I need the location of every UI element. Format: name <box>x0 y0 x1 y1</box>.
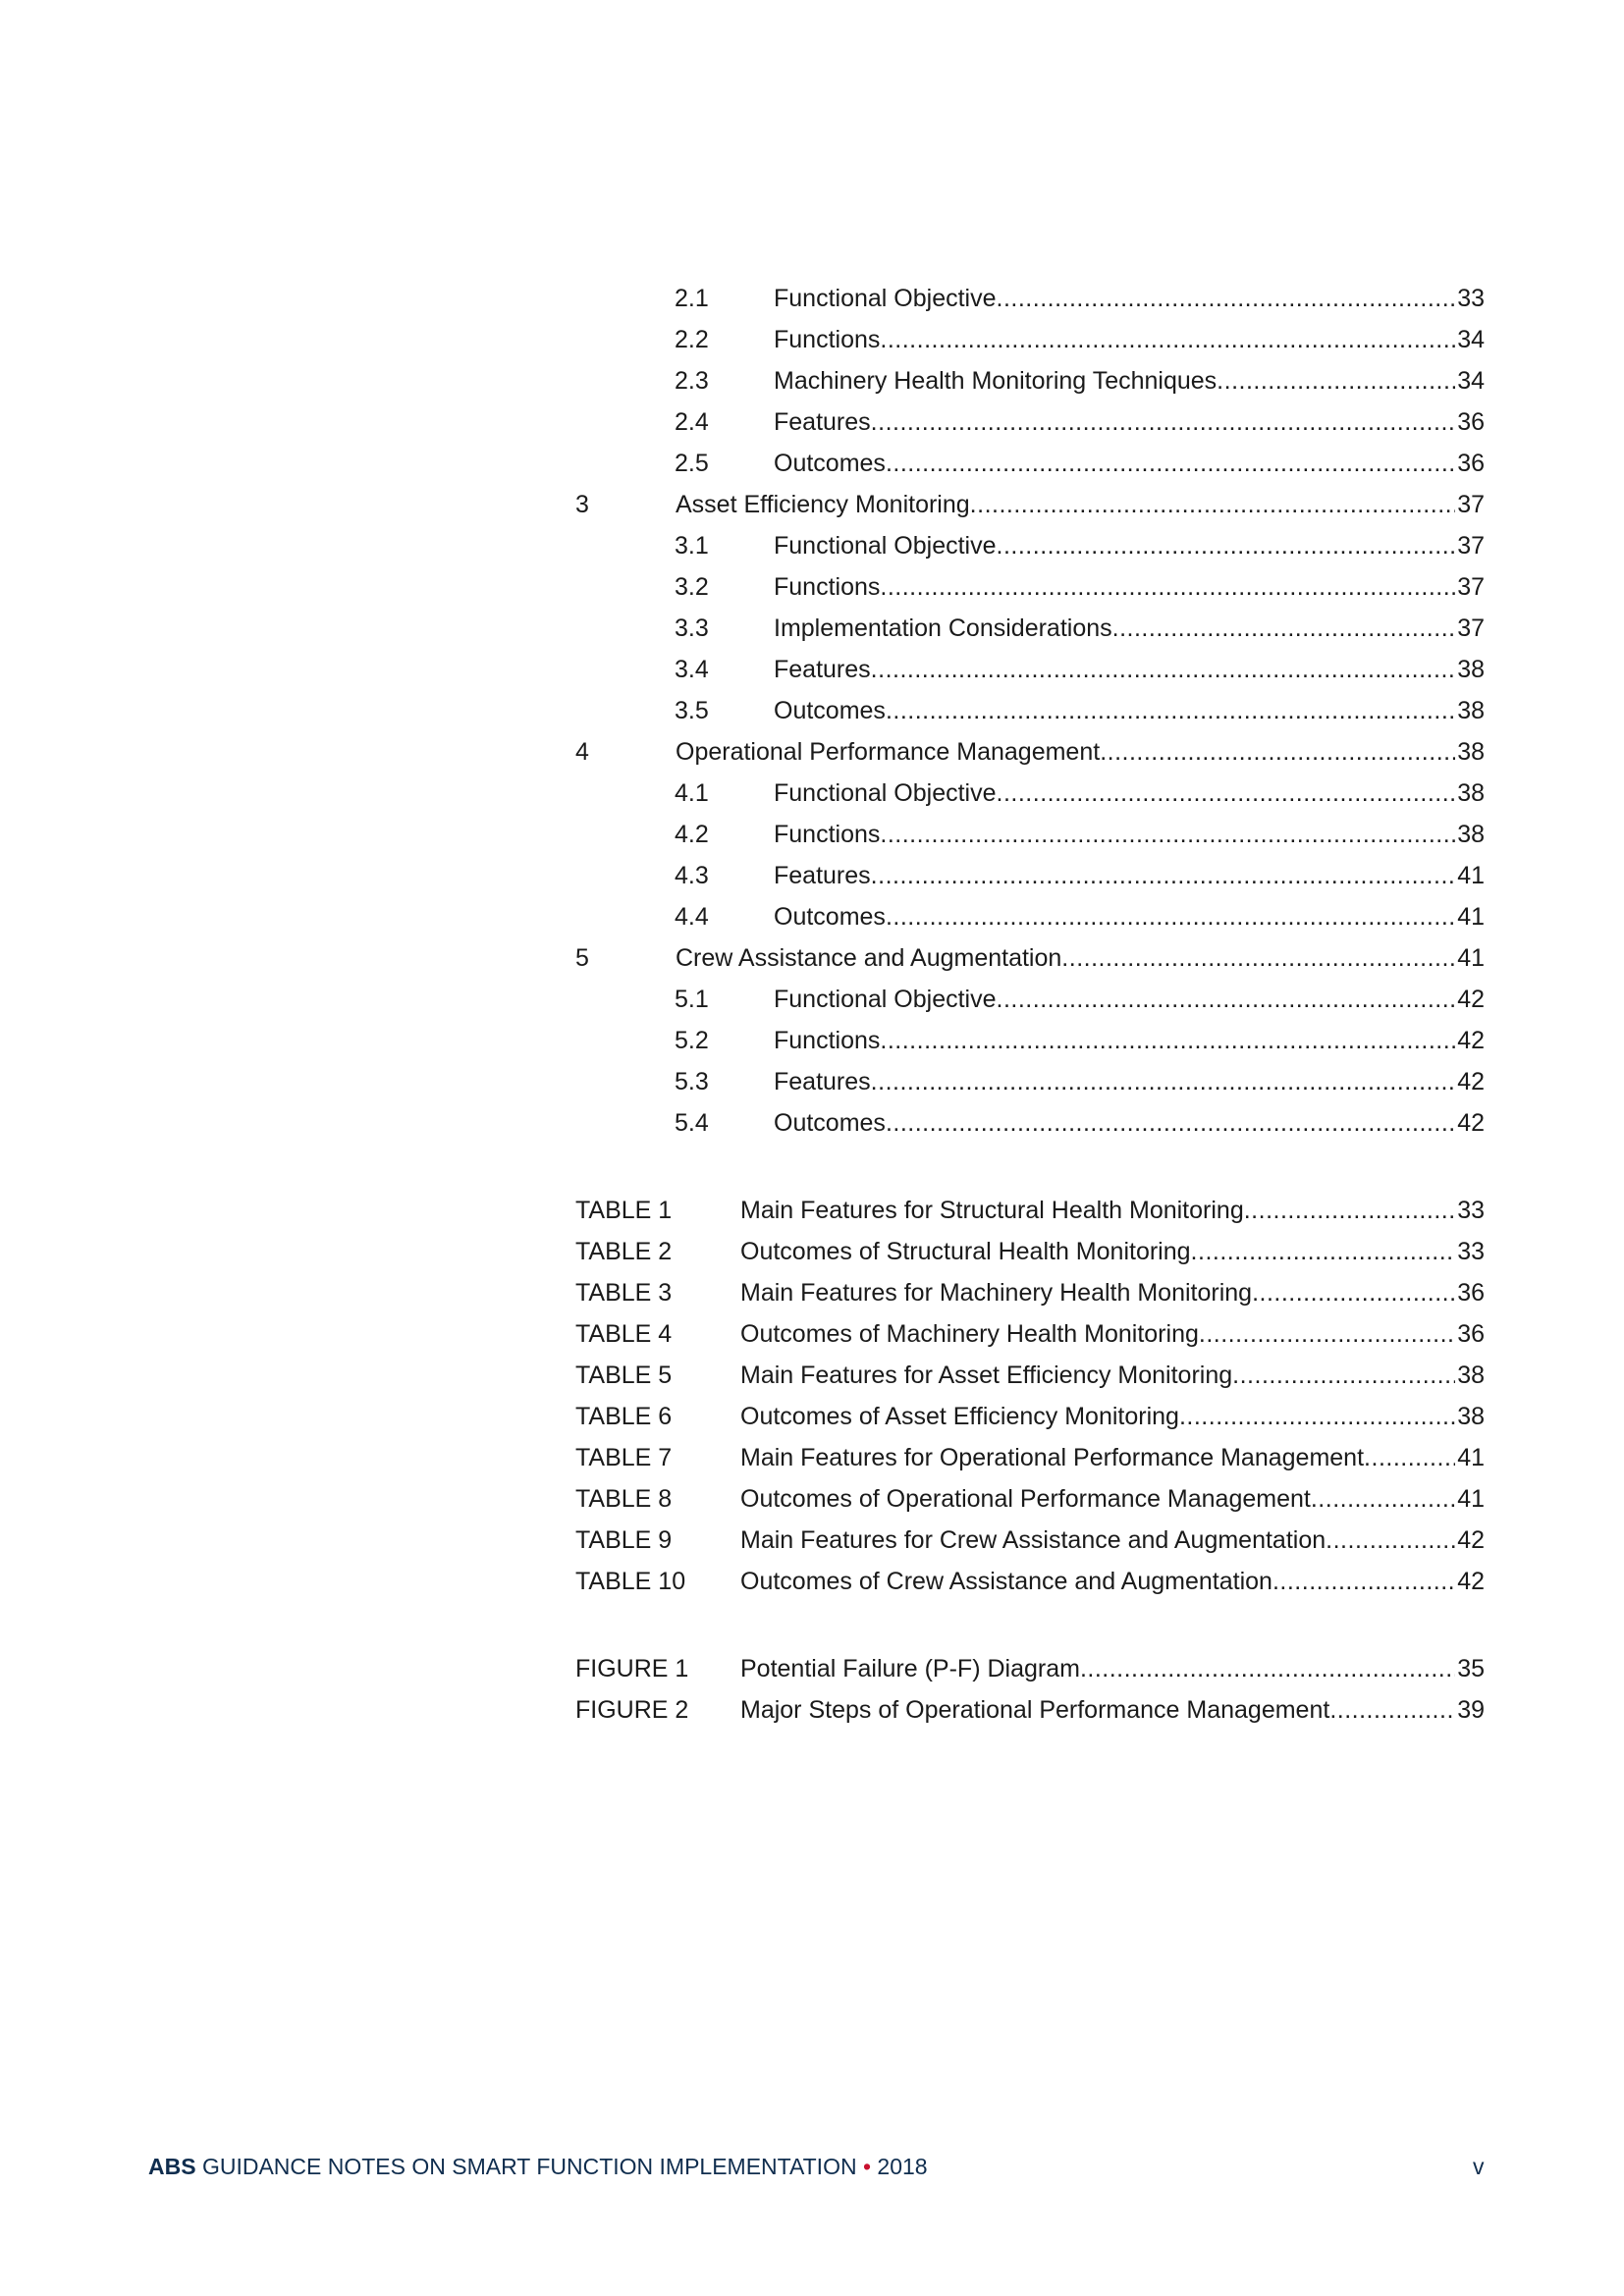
dot-leader <box>1232 1360 1455 1391</box>
toc-subsection[interactable] <box>0 901 1624 942</box>
toc-subsection[interactable] <box>0 1025 1624 1066</box>
entry-title-line <box>774 1025 1485 1056</box>
entry-page: 42 <box>1457 1568 1485 1595</box>
entry-title: Functional Objective <box>774 285 997 312</box>
toc-subsection[interactable] <box>0 860 1624 901</box>
dot-leader <box>886 1107 1455 1139</box>
entry-number: 5.1 <box>675 986 709 1013</box>
entry-title-line <box>740 1360 1485 1391</box>
dot-leader <box>880 1025 1455 1056</box>
entry-title-line <box>774 406 1485 438</box>
dot-leader <box>1311 1483 1455 1515</box>
entry-title: Asset Efficiency Monitoring <box>676 491 970 518</box>
entry-page: 39 <box>1457 1696 1485 1724</box>
entry-title-line <box>740 1277 1485 1308</box>
dot-leader <box>886 448 1455 479</box>
entry-number: 2.2 <box>675 326 709 353</box>
dot-leader <box>997 984 1456 1015</box>
table-list-item[interactable] <box>0 1442 1624 1483</box>
entry-title: Operational Performance Management <box>676 738 1101 766</box>
entry-title-line <box>774 283 1485 314</box>
entry-page: 38 <box>1457 821 1485 848</box>
table-list-item[interactable] <box>0 1318 1624 1360</box>
entry-number: 5.2 <box>675 1027 709 1054</box>
entry-page: 42 <box>1457 1068 1485 1095</box>
dot-leader <box>1252 1277 1455 1308</box>
dot-leader <box>997 777 1456 809</box>
entry-page: 38 <box>1457 779 1485 807</box>
entry-number: 2.1 <box>675 285 709 312</box>
entry-page: 37 <box>1457 491 1485 518</box>
entry-page: 36 <box>1457 1279 1485 1307</box>
entry-title-line <box>740 1236 1485 1267</box>
entry-number: TABLE 7 <box>575 1444 673 1471</box>
entry-page: 38 <box>1457 1403 1485 1430</box>
toc-subsection[interactable] <box>0 324 1624 365</box>
table-list-item[interactable] <box>0 1360 1624 1401</box>
entry-number: TABLE 9 <box>575 1526 673 1554</box>
entry-title-line <box>774 695 1485 726</box>
dot-leader <box>880 571 1455 603</box>
entry-page: 38 <box>1457 1362 1485 1389</box>
entry-title: Features <box>774 862 871 889</box>
toc-subsection[interactable] <box>0 1066 1624 1107</box>
entry-title-line <box>740 1401 1485 1432</box>
entry-title: Main Features for Machinery Health Monitoring <box>740 1279 1253 1307</box>
entry-title-line <box>774 1107 1485 1139</box>
entry-number: 3.2 <box>675 573 709 601</box>
entry-number: 4 <box>575 738 589 766</box>
entry-number: 3.4 <box>675 656 709 683</box>
entry-title: Outcomes <box>774 1109 886 1137</box>
entry-page: 41 <box>1457 1485 1485 1513</box>
entry-title-line <box>774 819 1485 850</box>
dot-leader <box>871 1066 1456 1097</box>
entry-page: 41 <box>1457 862 1485 889</box>
entry-title-line <box>774 654 1485 685</box>
entry-page: 37 <box>1457 532 1485 560</box>
entry-number: 5.4 <box>675 1109 709 1137</box>
entry-title-line <box>774 901 1485 933</box>
dot-leader <box>1326 1524 1455 1556</box>
entry-title: Main Features for Crew Assistance and Augmentation <box>740 1526 1326 1554</box>
entry-number: TABLE 10 <box>575 1568 686 1595</box>
entry-title: Functional Objective <box>774 532 997 560</box>
entry-page: 36 <box>1457 408 1485 436</box>
entry-number: 5.3 <box>675 1068 709 1095</box>
entry-title-line <box>676 736 1485 768</box>
table-list-item[interactable] <box>0 1236 1624 1277</box>
entry-number: TABLE 2 <box>575 1238 673 1265</box>
entry-number: TABLE 4 <box>575 1320 673 1348</box>
entry-title: Major Steps of Operational Performance Management <box>740 1696 1330 1724</box>
footer-year: 2018 <box>871 2154 928 2179</box>
entry-title-line <box>774 571 1485 603</box>
entry-number: 4.2 <box>675 821 709 848</box>
table-list-item[interactable] <box>0 1524 1624 1566</box>
entry-title-line <box>774 324 1485 355</box>
dot-leader <box>871 860 1456 891</box>
dot-leader <box>880 819 1455 850</box>
entry-number: 2.5 <box>675 450 709 477</box>
toc-subsection[interactable] <box>0 695 1624 736</box>
entry-title-line <box>740 1483 1485 1515</box>
entry-title: Main Features for Operational Performance Management <box>740 1444 1365 1471</box>
dot-leader <box>1272 1566 1455 1597</box>
toc-subsection[interactable] <box>0 283 1624 324</box>
entry-title: Functions <box>774 821 881 848</box>
entry-title-line <box>676 489 1485 520</box>
entry-number: 2.4 <box>675 408 709 436</box>
toc-subsection[interactable] <box>0 654 1624 695</box>
entry-title: Outcomes of Asset Efficiency Monitoring <box>740 1403 1179 1430</box>
toc-subsection[interactable] <box>0 819 1624 860</box>
entry-title-line <box>774 984 1485 1015</box>
entry-page: 42 <box>1457 1109 1485 1137</box>
entry-number: 4.3 <box>675 862 709 889</box>
entry-title: Functions <box>774 573 881 601</box>
toc-section[interactable] <box>0 489 1624 530</box>
entry-title: Machinery Health Monitoring Techniques <box>774 367 1218 395</box>
entry-title-line <box>774 448 1485 479</box>
toc-subsection[interactable] <box>0 1107 1624 1148</box>
footer-text: GUIDANCE NOTES ON SMART FUNCTION IMPLEMENTATION <box>195 2154 863 2179</box>
entry-page: 38 <box>1457 697 1485 724</box>
entry-title: Features <box>774 408 871 436</box>
entry-number: FIGURE 2 <box>575 1696 689 1724</box>
dot-leader <box>886 695 1455 726</box>
dot-leader <box>871 654 1456 685</box>
entry-title-line <box>774 777 1485 809</box>
dot-leader <box>1112 613 1456 644</box>
entry-title: Outcomes <box>774 903 886 931</box>
entry-number: 2.3 <box>675 367 709 395</box>
footer-bullet: • <box>862 2154 872 2179</box>
toc-subsection[interactable] <box>0 777 1624 819</box>
entry-page: 37 <box>1457 614 1485 642</box>
entry-number: 5 <box>575 944 589 972</box>
entry-number: TABLE 1 <box>575 1197 673 1224</box>
entry-title-line <box>774 530 1485 561</box>
dot-leader <box>886 901 1455 933</box>
toc-subsection[interactable] <box>0 448 1624 489</box>
entry-title-line <box>740 1566 1485 1597</box>
dot-leader <box>1199 1318 1455 1350</box>
dot-leader <box>997 530 1456 561</box>
entry-title: Outcomes <box>774 697 886 724</box>
dot-leader <box>1061 942 1455 974</box>
entry-number: 3.1 <box>675 532 709 560</box>
entry-title-line <box>740 1195 1485 1226</box>
figure-list-item[interactable] <box>0 1694 1624 1735</box>
entry-page: 41 <box>1457 1444 1485 1471</box>
dot-leader <box>970 489 1456 520</box>
entry-title: Outcomes <box>774 450 886 477</box>
entry-number: TABLE 8 <box>575 1485 673 1513</box>
dot-leader <box>1080 1653 1455 1684</box>
entry-number: TABLE 5 <box>575 1362 673 1389</box>
entry-title: Outcomes of Machinery Health Monitoring <box>740 1320 1199 1348</box>
entry-title: Outcomes of Crew Assistance and Augmentation <box>740 1568 1272 1595</box>
entry-page: 38 <box>1457 738 1485 766</box>
entry-title: Outcomes of Operational Performance Management <box>740 1485 1311 1513</box>
dot-leader <box>1191 1236 1456 1267</box>
entry-title: Outcomes of Structural Health Monitoring <box>740 1238 1191 1265</box>
entry-title-line <box>774 613 1485 644</box>
entry-page: 41 <box>1457 944 1485 972</box>
toc-subsection[interactable] <box>0 406 1624 448</box>
toc-subsection[interactable] <box>0 984 1624 1025</box>
entry-title: Main Features for Asset Efficiency Monitoring <box>740 1362 1233 1389</box>
entry-page: 36 <box>1457 1320 1485 1348</box>
toc-subsection[interactable] <box>0 530 1624 571</box>
entry-title-line <box>740 1694 1485 1726</box>
toc-section[interactable] <box>0 942 1624 984</box>
footer-brand: ABS <box>148 2154 196 2179</box>
entry-number: TABLE 6 <box>575 1403 673 1430</box>
table-list-item[interactable] <box>0 1277 1624 1318</box>
toc-subsection[interactable] <box>0 613 1624 654</box>
entry-page: 33 <box>1457 1238 1485 1265</box>
entry-title: Functional Objective <box>774 779 997 807</box>
entry-title-line <box>740 1318 1485 1350</box>
entry-title: Functions <box>774 1027 881 1054</box>
dot-leader <box>1179 1401 1455 1432</box>
dot-leader <box>1244 1195 1455 1226</box>
table-list-item[interactable] <box>0 1401 1624 1442</box>
entry-page: 37 <box>1457 573 1485 601</box>
entry-title: Main Features for Structural Health Monitoring <box>740 1197 1244 1224</box>
entry-number: 3 <box>575 491 589 518</box>
entry-title: Features <box>774 1068 871 1095</box>
entry-title-line <box>774 365 1485 397</box>
toc-section[interactable] <box>0 736 1624 777</box>
entry-page: 42 <box>1457 986 1485 1013</box>
entry-page: 36 <box>1457 450 1485 477</box>
entry-page: 35 <box>1457 1655 1485 1682</box>
entry-page: 42 <box>1457 1526 1485 1554</box>
entry-page: 34 <box>1457 367 1485 395</box>
figure-list-item[interactable] <box>0 1653 1624 1694</box>
dot-leader <box>880 324 1455 355</box>
entry-number: 3.3 <box>675 614 709 642</box>
dot-leader <box>997 283 1456 314</box>
dot-leader <box>871 406 1456 438</box>
entry-page: 33 <box>1457 285 1485 312</box>
entry-number: FIGURE 1 <box>575 1655 689 1682</box>
entry-page: 38 <box>1457 656 1485 683</box>
entry-title-line <box>740 1524 1485 1556</box>
entry-title-line <box>740 1442 1485 1473</box>
entry-title: Features <box>774 656 871 683</box>
entry-number: 4.1 <box>675 779 709 807</box>
entry-page: 42 <box>1457 1027 1485 1054</box>
entry-page: 33 <box>1457 1197 1485 1224</box>
toc-subsection[interactable] <box>0 571 1624 613</box>
entry-title: Functions <box>774 326 881 353</box>
entry-number: TABLE 3 <box>575 1279 673 1307</box>
footer-title <box>148 2154 928 2180</box>
entry-title-line <box>774 860 1485 891</box>
dot-leader <box>1364 1442 1455 1473</box>
entry-number: 3.5 <box>675 697 709 724</box>
entry-title-line <box>676 942 1485 974</box>
entry-title-line <box>740 1653 1485 1684</box>
entry-title: Crew Assistance and Augmentation <box>676 944 1062 972</box>
table-list-item[interactable] <box>0 1483 1624 1524</box>
entry-title: Implementation Considerations <box>774 614 1112 642</box>
entry-number: 4.4 <box>675 903 709 931</box>
dot-leader <box>1329 1694 1455 1726</box>
page-number: v <box>1473 2154 1485 2179</box>
dot-leader <box>1100 736 1455 768</box>
entry-title: Potential Failure (P-F) Diagram <box>740 1655 1080 1682</box>
entry-page: 41 <box>1457 903 1485 931</box>
dot-leader <box>1217 365 1455 397</box>
entry-title: Functional Objective <box>774 986 997 1013</box>
toc-subsection[interactable] <box>0 365 1624 406</box>
table-list-item[interactable] <box>0 1566 1624 1607</box>
entry-page: 34 <box>1457 326 1485 353</box>
entry-title-line <box>774 1066 1485 1097</box>
table-list-item[interactable] <box>0 1195 1624 1236</box>
